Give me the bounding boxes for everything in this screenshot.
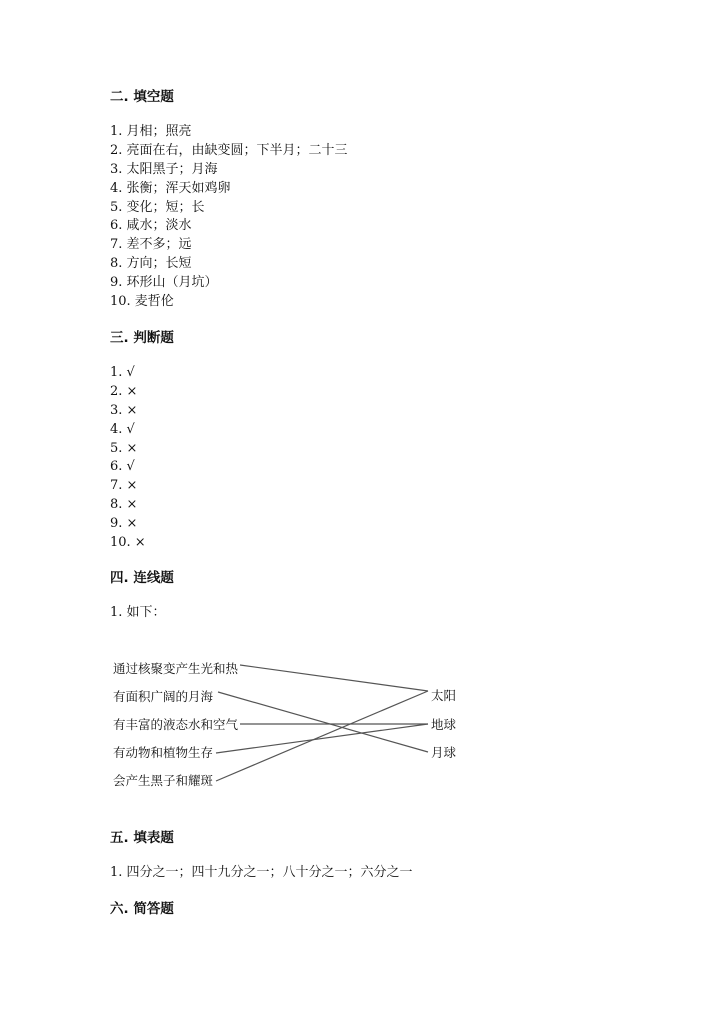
matching-right-item: 月球 bbox=[431, 745, 457, 760]
list-item: 8. 方向；长短 bbox=[110, 256, 192, 272]
list-item: 4. √ bbox=[110, 421, 135, 437]
list-item: 5. × bbox=[110, 440, 138, 456]
matching-link-line bbox=[218, 692, 428, 752]
matching-right-item: 地球 bbox=[431, 717, 457, 732]
list-item: 6. 咸水；淡水 bbox=[110, 218, 192, 234]
list-item: 7. × bbox=[110, 478, 138, 494]
list-item: 9. × bbox=[110, 516, 138, 532]
table-fill-heading: 五. 填表题 bbox=[110, 830, 174, 846]
list-item: 6. √ bbox=[110, 459, 135, 475]
fill-blank-heading: 二. 填空题 bbox=[110, 89, 174, 105]
matching-left-item: 会产生黑子和耀斑 bbox=[113, 773, 214, 788]
list-item: 1. 月相；照亮 bbox=[110, 124, 192, 139]
list-item: 2. × bbox=[110, 383, 138, 399]
list-item: 5. 变化；短；长 bbox=[110, 199, 205, 215]
list-item: 7. 差不多；远 bbox=[110, 237, 192, 253]
list-item: 2. 亮面在右，由缺变圆；下半月；二十三 bbox=[110, 142, 348, 158]
list-item: 10. 麦哲伦 bbox=[110, 294, 174, 310]
matching-left-item: 有丰富的液态水和空气 bbox=[113, 717, 239, 732]
list-item: 3. × bbox=[110, 402, 138, 418]
matching-link-line bbox=[240, 665, 428, 691]
matching-left-item: 有动物和植物生存 bbox=[113, 745, 214, 760]
list-item: 1. √ bbox=[110, 365, 135, 380]
matching-right-item: 太阳 bbox=[431, 688, 457, 703]
link-lines bbox=[216, 665, 428, 781]
list-item: 8. × bbox=[110, 497, 138, 513]
true-false-heading: 三. 判断题 bbox=[110, 330, 174, 346]
short-answer-heading: 六. 简答题 bbox=[110, 901, 174, 917]
matching-left-item: 有面积广阔的月海 bbox=[113, 689, 214, 704]
list-item: 3. 太阳黑子；月海 bbox=[110, 161, 218, 177]
table-fill-answer: 1. 四分之一；四十九分之一；八十分之一；六分之一 bbox=[110, 865, 413, 880]
matching-left-item: 通过核聚变产生光和热 bbox=[113, 661, 239, 676]
matching-heading: 四. 连线题 bbox=[110, 570, 174, 586]
list-item: 4. 张衡；浑天如鸡卵 bbox=[110, 180, 231, 196]
matching-link-line bbox=[216, 691, 428, 781]
matching-link-line bbox=[216, 724, 428, 753]
list-item: 9. 环形山（月坑） bbox=[110, 275, 218, 291]
list-item: 10. × bbox=[110, 535, 146, 551]
matching-intro: 1. 如下： bbox=[110, 605, 166, 620]
